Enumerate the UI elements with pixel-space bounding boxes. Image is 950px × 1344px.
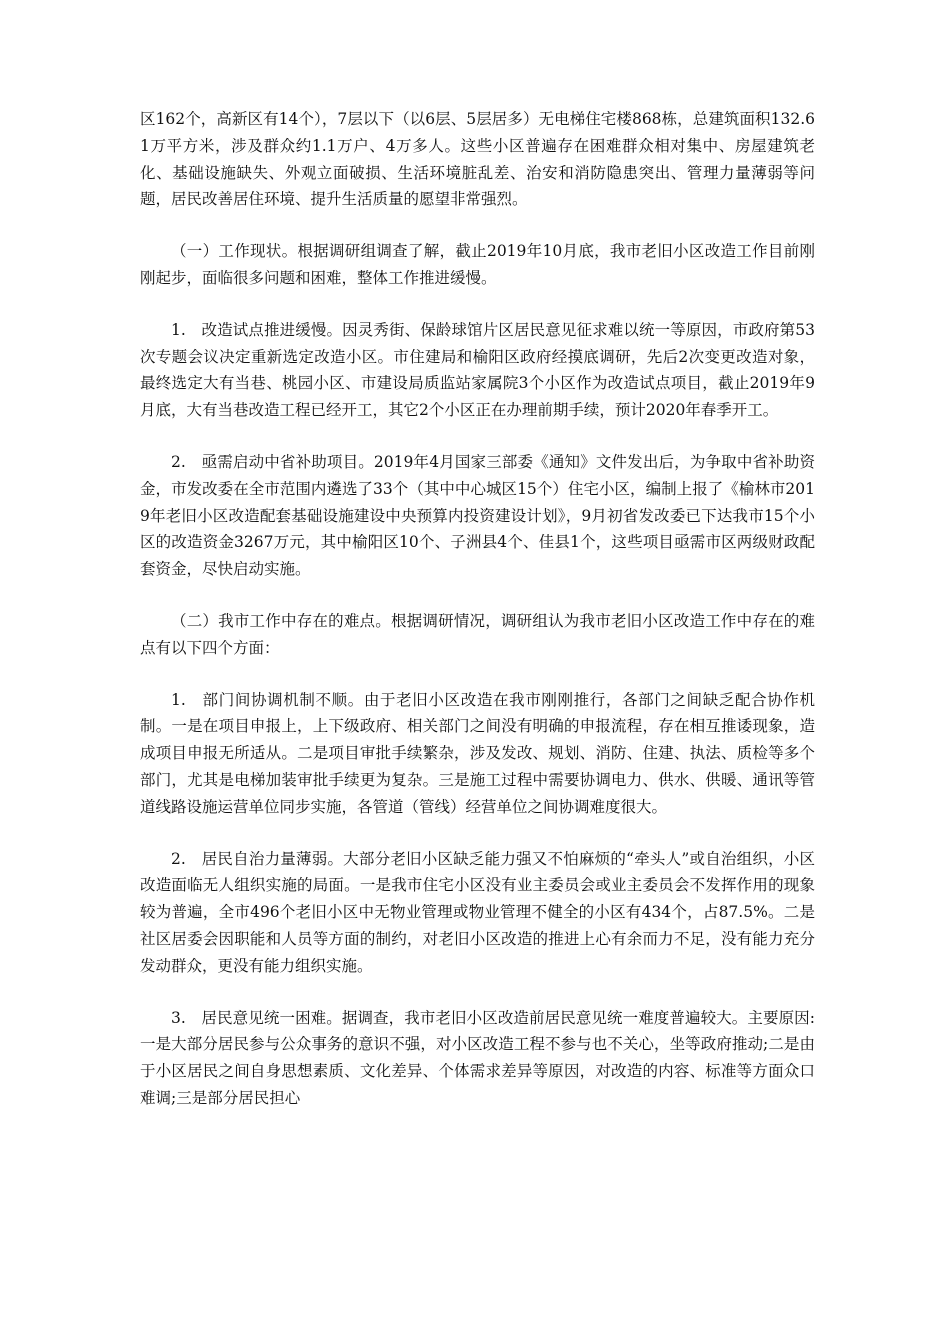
paragraph-item-coordination: 1. 部门间协调机制不顺。由于老旧小区改造在我市刚刚推行，各部门之间缺乏配合协作机制。一是在项目申报上，上下级政府、相关部门之间没有明确的申报流程，存在相互推诿现象，造成项目申报无所适从。二是项目审批手续繁杂，涉及发改、规划、消防、住建、执法、质检等多个部门，尤其是电梯加装审批手续更为复杂。三是施工过程中需要协调电力、供水、供暖、通讯等管道线路设施运营单位同步实施，各管道（管线）经营单位之间协调难度很大。: [140, 690, 815, 816]
paragraph-item-subsidy-projects: 2. 亟需启动中省补助项目。2019年4月国家三部委《通知》文件发出后，为争取中省补助资金，市发改委在全市范围内遴选了33个（其中中心城区15个）住宅小区，编制上报了《榆林市2019年老旧小区改造配套基础设施建设中央预算内投资建设计划》，9月初省发改委已下达我市15个小区的改造资金3267万元，其中榆阳区10个、子洲县4个、佳县1个，这些项目亟需市区两级财政配套资金，尽快启动实施。: [140, 452, 815, 579]
paragraph-item-pilot-slow: 1. 改造试点推进缓慢。因灵秀街、保龄球馆片区居民意见征求难以统一等原因，市政府第53次专题会议决定重新选定改造小区。市住建局和榆阳区政府经摸底调研，先后2次变更改造对象，最终选定大有当巷、桃园小区、市建设局质监站家属院3个小区作为改造试点项目，截止2019年9月底，大有当巷改造工程已经开工，其它2个小区正在办理前期手续，预计2020年春季开工。: [140, 320, 815, 420]
paragraph-item-opinion-unity: 3. 居民意见统一困难。据调查，我市老旧小区改造前居民意见统一难度普遍较大。主要原因:一是大部分居民参与公众事务的意识不强，对小区改造工程不参与也不关心，坐等政府推动;二是由于小区居民之间自身思想素质、文化差异、个体需求差异等原因，对改造的内容、标准等方面众口难调;三是部分居民担心: [140, 1008, 815, 1107]
document-body: [140, 106, 815, 1137]
paragraph-intro-continued: 区162个，高新区有14个），7层以下（以6层、5层居多）无电梯住宅楼868栋，总建筑面积132.61万平方米，涉及群众约1.1万户、4万多人。这些小区普遍存在困难群众相对集中、房屋建筑老化、基础设施缺失、外观立面破损、生活环境脏乱差、治安和消防隐患突出、管理力量薄弱等问题，居民改善居住环境、提升生活质量的愿望非常强烈。: [140, 110, 815, 209]
paragraph-section-1-status: （一）工作现状。根据调研组调查了解，截止2019年10月底，我市老旧小区改造工作目前刚刚起步，面临很多问题和困难，整体工作推进缓慢。: [140, 242, 815, 287]
paragraph-item-self-governance: 2. 居民自治力量薄弱。大部分老旧小区缺乏能力强又不怕麻烦的“牵头人”或自治组织，小区改造面临无人组织实施的局面。一是我市住宅小区没有业主委员会或业主委员会不发挥作用的现象较为普遍，全市496个老旧小区中无物业管理或物业管理不健全的小区有434个，占87.5%。二是社区居委会因职能和人员等方面的制约，对老旧小区改造的推进上心有余而力不足，没有能力充分发动群众，更没有能力组织实施。: [140, 849, 815, 975]
paragraph-section-2-difficulties: （二）我市工作中存在的难点。根据调研情况，调研组认为我市老旧小区改造工作中存在的难点有以下四个方面：: [140, 611, 815, 657]
